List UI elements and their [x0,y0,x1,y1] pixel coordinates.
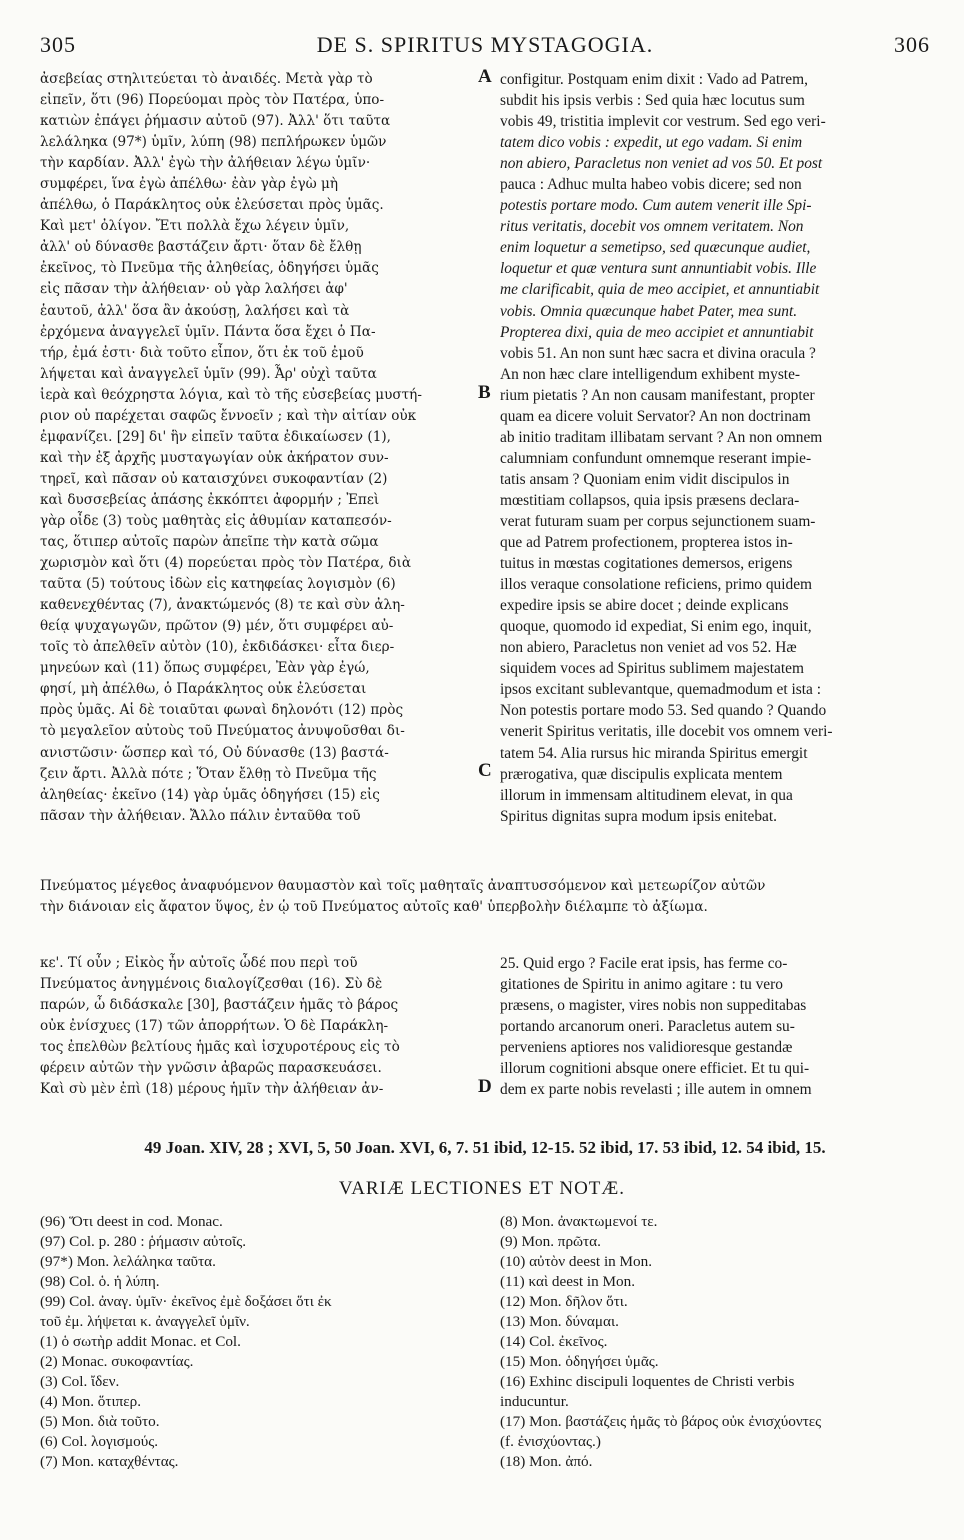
page-number-right: 306 [894,32,930,57]
latin-text-line: vobis 49, tristitia implevit cor vestrum. Sed ego veri- [500,113,826,131]
greek-text-line: παρών, ὦ διδάσκαλε [30], βαστάζειν ἡμᾶς τὸ βάρος [40,997,399,1014]
latin-text-line: tatem 54. Alia rursus hic miranda Spiritus emergit [500,744,808,762]
greek-text-line: χωρισμὸν καὶ ὅτι (4) πορεύεται πρὸς τὸν Πατέρα, διὰ [40,555,412,572]
latin-text-line: vobis. Omnia quæcunque habet Pater, mea sunt. [500,302,798,320]
full-width-line-1: Πνεύματος μέγεθος ἀναφυόμενον θαυμαστὸν καὶ τοῖς μαθηταῖς ἀναπτυσσόμενον καὶ μετεωρίζον αὐτῶν [40,878,766,894]
note-line: τοῦ ἐμ. λήψεται κ. ἀναγγελεῖ ὑμῖν. [40,1313,250,1330]
latin-text-line: ab initio traditam illibatam servant ? An non omnem [500,428,823,446]
note-line: (14) Col. ἐκεῖνος. [500,1333,608,1350]
greek-text-line: λήψεται καὶ ἀναγγελεῖ ὑμῖν (99). Ἆρ' οὐχὶ ταῦτα [40,365,377,382]
note-line: (10) αὐτὸν deest in Mon. [500,1253,653,1270]
variae-lectiones-title: VARIÆ LECTIONES ET NOTÆ. [338,1178,626,1199]
note-line: (16) Exhinc discipuli loquentes de Christi verbis [500,1373,795,1390]
latin-text-line: quam ea dicere voluit Servator? An non doctrinam [500,407,811,425]
greek-text-line: ταῦτα (5) τούτους ἰδὼν εἰς κατηφείας λογισμὸν (6) [40,576,396,593]
greek-text-line: τηρεῖ, καὶ πᾶσαν οὐ καταισχύνει συκοφαντίαν (2) [40,470,388,487]
latin-text-line: vobis 51. An non sunt hæc sacra et divina oracula ? [500,344,816,362]
greek-text-line: Καὶ μετ' ὀλίγον. Ἔτι πολλὰ ἔχω λέγειν ὑμῖν, [40,218,350,235]
latin-text-line: illorum in immensam altitudinem elevat, in qua [500,786,793,804]
greek-text-line: τας, ὅτιπερ αὐτοῖς παρὼν ἀπεῖπε τὴν κατὰ σῶμα [40,534,379,551]
greek-text-line: καθενεχθέντας (7), ἀνακτώμενός (8) τε καὶ σὺν ἀλη- [40,597,405,614]
latin-text-line: venerit Spiritus veritatis, ille docebit vos omnem veri- [500,723,833,741]
note-line: (96) Ὅτι deest in cod. Monac. [40,1213,223,1230]
greek-column-bottom [40,953,490,1100]
greek-text-line: μηνεύων καὶ (11) ὅπως συμφέρει, Ἐὰν γὰρ ἐγώ, [40,660,370,677]
greek-text-line: κατιὼν ἐπάγει ῥήμασιν αὐτοῦ (97). Ἀλλ' ὅτι ταῦτα [40,113,391,130]
latin-column-bottom [500,953,930,1100]
note-line: (5) Mon. διὰ τοῦτο. [40,1413,160,1430]
latin-text-line: tuitus in mœstas cogitationes demersos, erigens [500,555,793,573]
latin-text-line: perveniens aptiores nos validioresque gestandæ [500,1039,793,1057]
latin-text-line: non abiero, Paracletus non veniet ad vos 52. Hæ [500,639,797,657]
margin-marker-c: C [478,760,492,781]
greek-text-line: ἀλλ' οὐ δύνασθε βαστάζειν ἄρτι· ὅταν δὲ ἔλθῃ [40,239,362,256]
greek-text-line: φέρειν αὐτῶν τὴν γνῶσιν ἀβαρῶς παρασκευάσει. [40,1060,382,1077]
note-line: (4) Mon. ὅτιπερ. [40,1393,141,1410]
note-line: (2) Monac. συκοφαντίας. [40,1353,194,1370]
note-line: (6) Col. λογισμούς. [40,1433,159,1450]
latin-text-line: portando arcanorum oneri. Paracletus autem su- [500,1018,795,1036]
greek-text-line: λελάληκα (97*) ὑμῖν, λύπη (98) πεπλήρωκεν ὑμῶν [40,134,387,151]
greek-text-line: ἐρχόμενα ἀναγγελεῖ ὑμῖν. Πάντα ὅσα ἔχει ὁ Πα- [40,323,376,340]
notes-right-column [500,1212,930,1472]
latin-text-line: 25. Quid ergo ? Facile erat ipsis, has ferme co- [500,955,788,972]
note-line: (f. ἐνισχύοντας.) [500,1433,601,1450]
greek-text-line: κε'. Τί οὖν ; Εἰκὸς ἦν αὐτοῖς ὧδέ που περὶ τοῦ [40,955,358,971]
latin-text-line: me clarificabit, quia de meo accipiet, et annuntiabit [500,281,820,299]
greek-text-line: τος ἐπελθὼν βελτίους ἡμᾶς καὶ ἰσχυροτέρους εἰς τὸ [40,1039,400,1056]
latin-text-line: calumniam confundunt omnemque reserant impie- [500,449,812,467]
latin-text-line: rium pietatis ? An non causam manifestant, propter [500,386,815,404]
note-line: (17) Mon. βαστάζεις ἡμᾶς τὸ βάρος οὐκ ἐνισχύοντες [500,1413,822,1430]
margin-marker-b: B [478,382,491,403]
greek-text-line: ἐκεῖνος, τὸ Πνεῦμα τῆς ἀληθείας, ὁδηγήσει ὑμᾶς [40,260,379,277]
greek-text-line: γὰρ οἶδε (3) τοὺς μαθητὰς εἰς ἀθυμίαν καταπεσόν- [40,512,392,529]
note-line: inducuntur. [500,1393,569,1410]
latin-text-line: Spiritus dignitas supra modum ipsis enitebat. [500,807,778,825]
note-line: (9) Mon. πρῶτα. [500,1233,601,1250]
latin-text-line: prærogativa, quæ discipulis explicata mentem [500,765,783,783]
scripture-references: 49 Joan. XIV, 28 ; XVI, 5, 50 Joan. XVI, 6, 7. 51 ibid, 12-15. 52 ibid, 17. 53 ibid, 12. 54 ibid, 15. [144,1138,826,1157]
note-line: (8) Mon. ἀνακτωμενοί τε. [500,1213,658,1230]
greek-text-line: καὶ τὴν ἐξ ἀρχῆς μυσταγωγίαν οὐκ ἀκήρατον συν- [40,449,389,466]
latin-text-line: loquetur et quæ ventura sunt annuntiabit vobis. Ille [500,260,817,278]
latin-text-line: ipsos excitant sublevantque, quemadmodum et ista : [500,681,822,699]
greek-text-line: τὸ μεγαλεῖον αὐτοὺς τοῦ Πνεύματος ἀνυψοῦσθαι δι- [40,723,405,740]
note-line: (97*) Mon. λελάληκα ταῦτα. [40,1253,216,1270]
greek-text-line: ζειν ἄρτι. Ἀλλὰ πότε ; Ὅταν ἔλθῃ τὸ Πνεῦμα τῆς [40,765,377,782]
greek-text-line: πᾶσαν τὴν ἀλήθειαν. Ἄλλο πάλιν ἐνταῦθα τοῦ [40,807,361,824]
latin-text-line: Non potestis portare modo 53. Sed quando ? Quando [500,702,827,720]
greek-column [40,69,490,827]
greek-text-line: οὐκ ἐνίσχυες (17) τῶν ἀπορρήτων. Ὁ δὲ Παράκλη- [40,1018,389,1035]
latin-text-line: verat futuram suam per corpus sejunctionem suam- [500,512,816,530]
latin-text-line: præsens, o magister, vires nobis non suppeditabas [500,997,807,1015]
greek-text-line: ἀληθείας· ἐκεῖνο (14) γὰρ ὑμᾶς ὁδηγήσει (15) εἰς [40,786,380,803]
greek-text-line: τήρ, ἐμά ἐστι· διὰ τοῦτο εἶπον, ὅτι ἐκ τοῦ ἐμοῦ [40,344,364,361]
latin-text-line: An non hæc clare intelligendum exhibent myste- [500,365,801,383]
latin-column [500,69,930,827]
greek-text-line: συμφέρει, ἵνα ἐγὼ ἀπέλθω· ἐὰν γὰρ ἐγὼ μὴ [40,176,339,193]
greek-text-line: ἀσεβείας στηλιτεύεται τὸ ἀναιδές. Μετὰ γὰρ τὸ [40,71,373,87]
note-line: (15) Mon. ὁδηγήσει ὑμᾶς. [500,1353,659,1370]
running-title: DE S. SPIRITUS MYSTAGOGIA. [316,32,654,57]
latin-text-line: gitationes de Spiritu in animo agitare : tu vero [500,976,783,994]
latin-text-line: expedire ipsis se abire docet ; deinde explicans [500,597,789,615]
latin-text-line: tatis ansam ? Quoniam enim vidit discipulos in [500,470,790,488]
greek-text-line: Καὶ σὺ μὲν ἐπὶ (18) μέρους ἡμῖν τὴν ἀλήθειαν ἀν- [40,1081,384,1098]
note-line: (12) Mon. δῆλον ὅτι. [500,1293,628,1310]
greek-text-line: ἀπέλθω, ὁ Παράκλητος οὐκ ἐλεύσεται πρὸς ὑμᾶς. [40,197,384,214]
greek-text-line: ανιστῶσιν· ὥσπερ καὶ τό, Οὐ δύνασθε (13) βαστά- [40,744,389,761]
greek-text-line: θείᾳ ψυχαγωγῶν, πρῶτον (9) μέν, ὅτι συμφέρει αὐ- [40,618,394,635]
latin-text-line: Propterea dixi, quia de meo accipiet et annuntiabit [500,323,814,341]
margin-marker-d: D [478,1076,492,1097]
page-header [40,32,930,60]
latin-text-line: mœstitiam collapsos, quia ipsis præsens declara- [500,491,800,509]
latin-text-line: que ad Patrem profectionem, propterea istos in- [500,534,793,552]
latin-text-line: tatem dico vobis : expedit, ut ego vadam. Si enim [500,134,803,152]
greek-text-line: ριον οὐ παρέχεται σαφῶς ἔννοεῖν ; καὶ τὴν αἰτίαν οὐκ [40,407,417,424]
note-line: (3) Col. ἴδεν. [40,1373,120,1390]
note-line: (11) καὶ deest in Mon. [500,1273,635,1290]
note-line: (18) Mon. ἀπό. [500,1453,593,1470]
latin-text-line: potestis portare modo. Cum autem venerit ille Spi- [500,197,812,215]
note-line: (13) Mon. δύναμαι. [500,1313,619,1330]
latin-text-line: non abiero, Paracletus non veniet ad vos 50. Et post [500,155,823,173]
latin-text-line: ritus veritatis, docebit vos omnem veritatem. Non [500,218,804,236]
greek-text-line: πρὸς ὑμᾶς. Αἱ δὲ τοιαῦται φωναὶ δηλονότι (12) πρὸς [40,702,404,719]
latin-text-line: dem ex parte nobis revelasti ; ille autem in omnem [500,1081,812,1099]
greek-text-line: εἰπεῖν, ὅτι (96) Πορεύομαι πρὸς τὸν Πατέρα, ὑπο- [40,92,385,109]
greek-text-line: εἰς πᾶσαν τὴν ἀλήθειαν· οὐ γὰρ λαλήσει ἀφ' [40,281,348,298]
latin-text-line: pauca : Adhuc multa habeo vobis dicere; sed non [500,176,802,194]
latin-text-line: subdit his ipsis verbis : Sed quia hæc locutus sum [500,92,805,110]
margin-marker-a: A [478,66,492,87]
greek-text-line: ἱερὰ καὶ θεόχρηστα λόγια, καὶ τὸ τῆς εὐσεβείας μυστή- [40,386,422,403]
note-line: (97) Col. p. 280 : ῥήμασιν αὐτοῖς. [40,1233,247,1250]
greek-text-line: Πνεύματος ἀνηγμένοις διαλογίζεσθαι (16). Σὺ δὲ [40,976,383,993]
latin-text-line: siquidem voces ad Spiritus sublimem majestatem [500,660,804,678]
greek-text-line: ἑαυτοῦ, ἀλλ' ὅσα ἂν ἀκούσῃ, λαλήσει καὶ τὰ [40,302,350,319]
latin-text-line: configitur. Postquam enim dixit : Vado ad Patrem, [500,71,808,88]
note-line: (1) ὁ σωτὴρ addit Monac. et Col. [40,1333,241,1350]
greek-text-line: καὶ δυσσεβείας ἁπάσης ἐκκόπτει ἀφορμήν ; Ἐπεὶ [40,491,380,508]
note-line: (7) Mon. καταχθέντας. [40,1453,179,1470]
greek-text-line: ἐμφανίζει. [29] δι' ἣν εἰπεῖν ταῦτα ἐδικαίωσεν (1), [40,428,391,445]
notes-left-column [40,1212,490,1472]
note-line: (98) Col. ὁ. ἡ λύπη. [40,1273,160,1290]
greek-text-line: τὴν καρδίαν. Ἀλλ' ἐγὼ τὴν ἀλήθειαν λέγω ὑμῖν· [40,155,371,172]
latin-text-line: enim loquetur a semetipso, sed quæcunque audiet, [500,239,811,257]
latin-text-line: illorum cognitioni absque onere efficiet. Et tu qui- [500,1060,810,1078]
latin-text-line: quoque, quomodo id expediat, Si enim ego, inquit, [500,618,812,636]
latin-text-line: illos veraque consolatione reficiens, primo quidem [500,576,812,594]
full-width-line-2: τὴν διάνοιαν εἰς ἄφατον ὕψος, ἐν ᾧ τοῦ Πνεύματος αὐτοῖς καθ' ὑπερβολὴν διέλαμπε τὸ ἀξίωμα. [40,899,708,915]
greek-text-line: τοῖς τὸ ἀπελθεῖν αὐτὸν (10), ἐκδιδάσκει· εἶτα διερ- [40,639,395,656]
page-number-left: 305 [40,32,76,57]
greek-text-line: φησί, μὴ ἀπέλθω, ὁ Παράκλητος οὐκ ἐλεύσεται [40,681,367,698]
note-line: (99) Col. ἀναγ. ὑμῖν· ἐκεῖνος ἐμὲ δοξάσει ὅτι ἐκ [40,1293,332,1310]
